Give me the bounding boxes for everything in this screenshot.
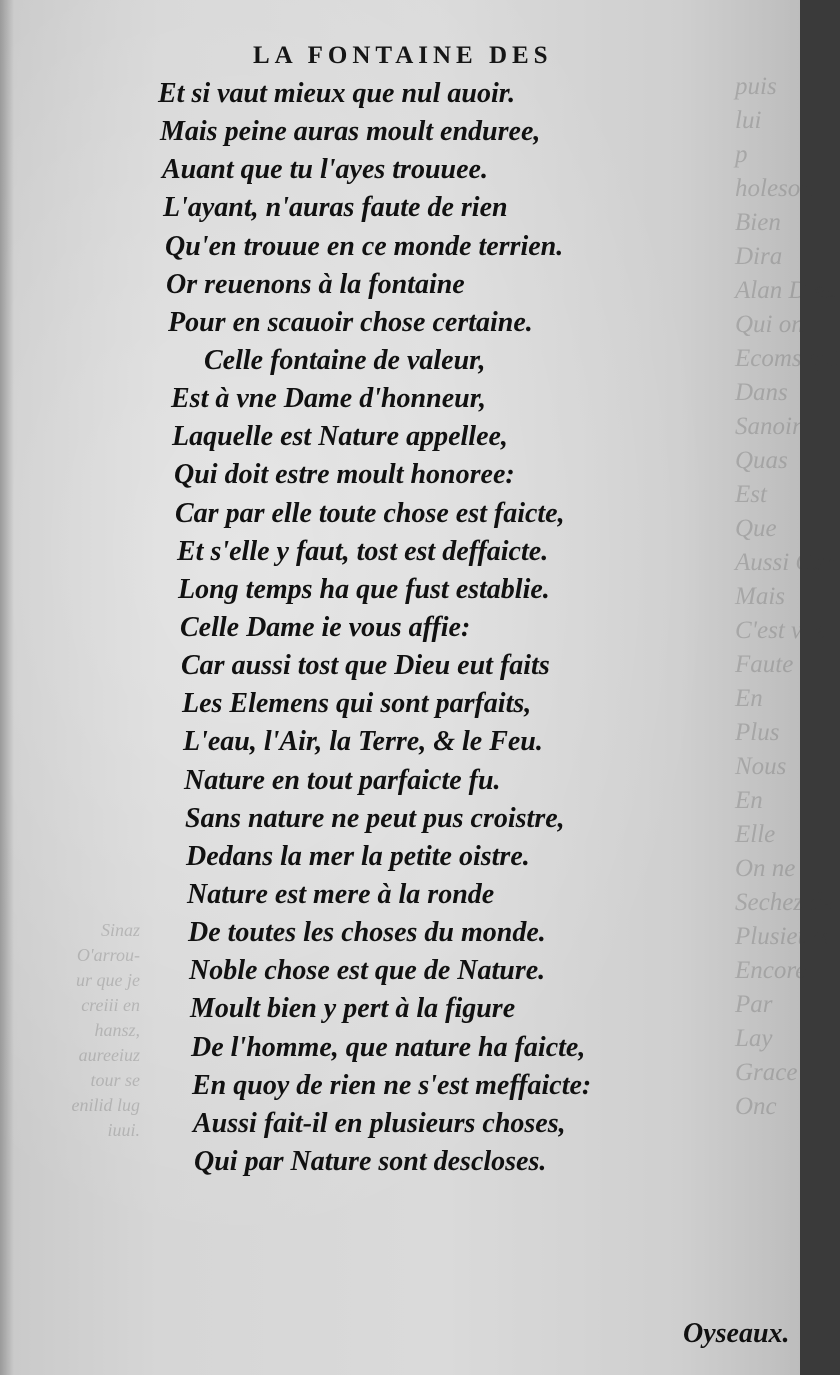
show-through-line: Plus [735, 719, 780, 746]
show-through-line: Aussi Car [735, 549, 835, 576]
show-through-line: Sanoir [735, 413, 802, 440]
verse-block [158, 75, 718, 1181]
show-through-line: Dira [735, 243, 783, 270]
show-through-line: On ne [735, 855, 796, 882]
show-through-line: creiii en [81, 995, 140, 1015]
verse-line: Qui doit estre moult honoree: [174, 459, 515, 491]
verse-line: L'eau, l'Air, la Terre, & le Feu. [183, 726, 543, 758]
verse-line: Sans nature ne peut pus croistre, [185, 802, 565, 834]
show-through-line: Grace [735, 1059, 798, 1086]
verse-line: Laquelle est Nature appellee, [172, 421, 508, 453]
show-through-line: Ecoms qui [735, 345, 840, 372]
verse-line: Pour en scauoir chose certaine. [168, 306, 533, 338]
verse-line: Nature est mere à la ronde [187, 878, 495, 910]
show-through-line: Qui on [735, 311, 804, 338]
page-gutter-shadow [0, 0, 14, 1375]
verse-line: Et s'elle y faut, tost est deffaicte. [177, 535, 549, 567]
verse-line: De toutes les choses du monde. [188, 917, 546, 949]
show-through-line: Onc [735, 1093, 777, 1120]
show-through-line: lui [735, 107, 762, 134]
verse-line: Est à vne Dame d'honneur, [171, 383, 487, 415]
show-through-line: puis [735, 73, 777, 100]
show-through-line: Plusieurs [735, 923, 830, 950]
verse-line: L'ayant, n'auras faute de rien [163, 192, 508, 224]
show-through-line: C'est vne [735, 617, 826, 644]
verse-line: Les Elemens qui sont parfaits, [182, 688, 532, 720]
show-through-line: Sinaz [100, 920, 140, 940]
show-through-text-left [30, 918, 140, 1143]
show-through-line: Faute [735, 651, 794, 678]
show-through-line: p [735, 141, 748, 168]
show-through-line: Nous [735, 753, 787, 780]
show-through-line: Quas [735, 447, 788, 474]
show-through-line: hansz, [94, 1020, 140, 1040]
verse-line: Qui par Nature sont descloses. [194, 1145, 547, 1177]
verse-line: Celle fontaine de valeur, [204, 344, 486, 376]
verse-line: Dedans la mer la petite oistre. [186, 840, 530, 872]
running-head: LA FONTAINE DES [253, 42, 553, 69]
show-through-line: holeson [735, 175, 813, 202]
verse-line: Mais peine auras moult enduree, [160, 116, 541, 148]
show-through-line: aureeiuz [78, 1045, 140, 1065]
show-through-line: En [735, 685, 763, 712]
show-through-line: enilid lug [71, 1095, 140, 1115]
verse-line: Noble chose est que de Nature. [189, 955, 546, 987]
show-through-line: Est [735, 481, 767, 508]
verse-line: Aussi fait-il en plusieurs choses, [193, 1107, 566, 1139]
show-through-line: Elle [735, 821, 776, 848]
show-through-line: Par [735, 991, 773, 1018]
verse-line: Or reuenons à la fontaine [166, 268, 465, 300]
verse-line: Long temps ha que fust establie. [178, 573, 550, 605]
verse-line: En quoy de rien ne s'est meffaicte: [192, 1069, 592, 1101]
show-through-line: Encore [735, 957, 807, 984]
show-through-line: tour se [90, 1070, 140, 1090]
verse-line: Qu'en trouue en ce monde terrien. [165, 230, 564, 262]
show-through-line: Mais [735, 583, 785, 610]
verse-line: Et si vaut mieux que nul auoir. [158, 78, 516, 109]
show-through-line: En [735, 787, 763, 814]
show-through-line: Bien [735, 209, 781, 236]
verse-line: Nature en tout parfaicte fu. [184, 764, 501, 796]
show-through-line: Dans [735, 379, 788, 406]
verse-line: Car par elle toute chose est faicte, [175, 497, 565, 529]
show-through-line: Sechez de [735, 889, 833, 916]
verse-line: De l'homme, que nature ha faicte, [191, 1031, 586, 1063]
show-through-line: Lay [735, 1025, 773, 1052]
show-through-line: Que [735, 515, 777, 542]
catchword: Oyseaux. [683, 1318, 790, 1349]
verse-line: Moult bien y pert à la figure [190, 993, 516, 1025]
show-through-line: Alan Dieu [735, 277, 838, 304]
show-through-line: O'arrou- [76, 945, 140, 965]
show-through-line: ur que je [76, 970, 140, 990]
show-through-line: iuui. [107, 1120, 140, 1140]
verse-line: Celle Dame ie vous affie: [180, 611, 471, 643]
verse-line: Auant que tu l'ayes trouuee. [162, 154, 488, 186]
verse-line: Car aussi tost que Dieu eut faits [181, 650, 550, 682]
show-through-text-right [735, 70, 840, 1124]
